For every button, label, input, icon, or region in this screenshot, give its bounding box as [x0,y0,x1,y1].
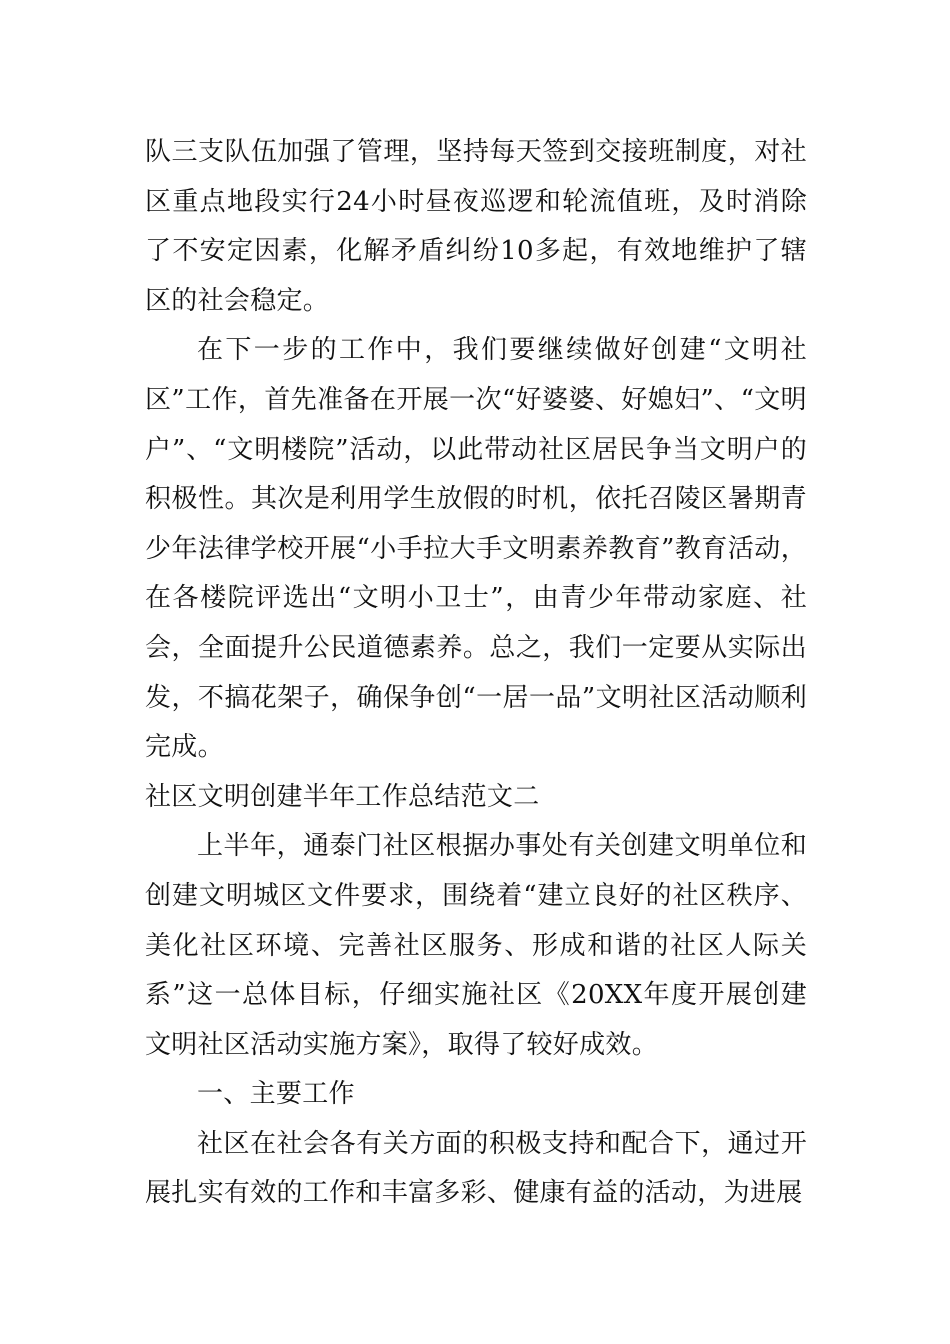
paragraph-continuation: 队三支队伍加强了管理，坚持每天签到交接班制度，对社区重点地段实行24小时昼夜巡逻和轮流值班，及时消除了不安定因素，化解矛盾纠纷10多起，有效地维护了辖区的社会稳定。 [145,137,807,316]
paragraph-next-steps: 在下一步的工作中，我们要继续做好创建“文明社区”工作，首先准备在开展一次“好婆婆、好媳妇”、“文明户”、“文明楼院”活动，以此带动社区居民争当文明户的积极性。其次是利用学生放假的时机，依托召陵区暑期青少年法律学校开展“小手拉大手文明素养教育”教育活动，在各楼院评选出“文明小卫士”，由青少年带动家庭、社会，全面提升公民道德素养。总之，我们一定要从实际出发，不搞花架子，确保争创“一居一品”文明社区活动顺利完成。 [145,335,807,763]
document-body [145,128,807,1219]
section-title: 社区文明创建半年工作总结范文二 [145,781,540,812]
paragraph-main-work: 社区在社会各有关方面的积极支持和配合下，通过开展扎实有效的工作和丰富多彩、健康有益的活动，为进展 [145,1128,807,1209]
paragraph-first-half-summary: 上半年，通泰门社区根据办事处有关创建文明单位和创建文明城区文件要求，围绕着“建立良好的社区秩序、美化社区环境、完善社区服务、形成和谐的社区人际关系”这一总体目标，仔细实施社区《20XX年度开展创建文明社区活动实施方案》，取得了较好成效。 [145,831,807,1060]
subheading-main-work: 一、主要工作 [197,1079,355,1110]
